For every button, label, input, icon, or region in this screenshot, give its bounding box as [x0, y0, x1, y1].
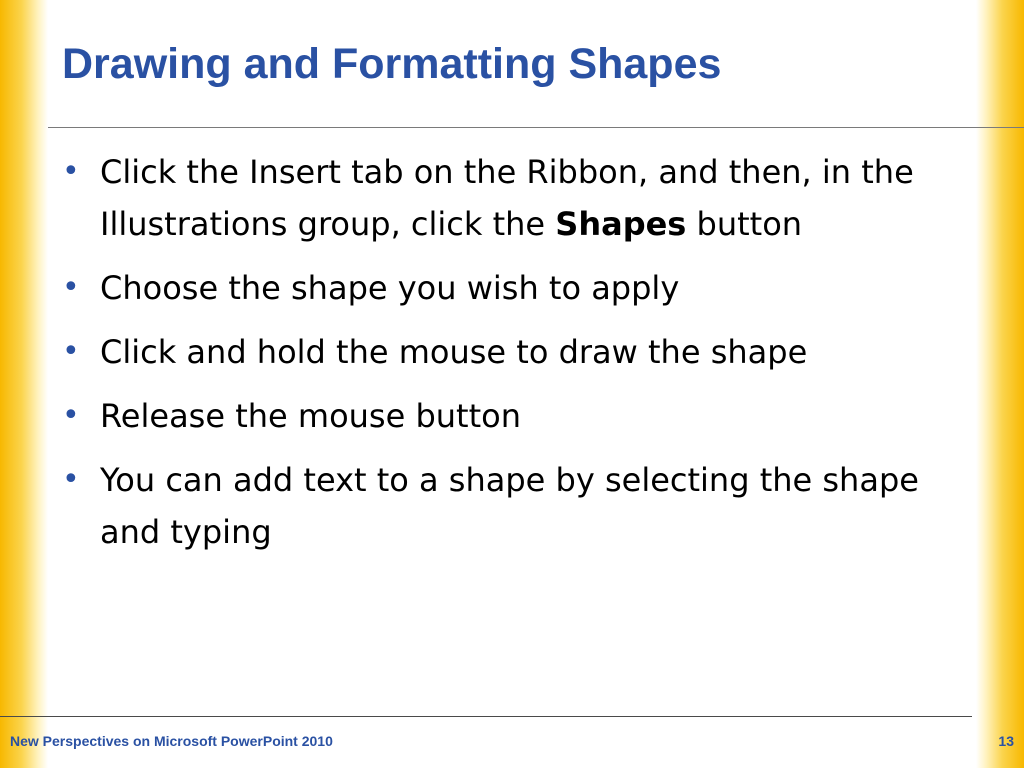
- right-gradient-bar: [976, 0, 1024, 768]
- bullet-dot-icon: •: [62, 270, 80, 305]
- bullet-item: [62, 146, 982, 250]
- bullet-text-bold: Shapes: [555, 205, 687, 243]
- slide-title: Drawing and Formatting Shapes: [62, 40, 722, 88]
- bullet-list: [62, 146, 982, 570]
- left-gradient-bar: [0, 0, 48, 768]
- bullet-text-part: button: [686, 205, 803, 243]
- bullet-text-part: Click the Insert tab on the Ribbon, and then, in the Illustrations group, click the: [100, 153, 914, 243]
- bullet-item: [62, 262, 982, 314]
- bullet-text: Release the mouse button: [100, 397, 521, 435]
- bullet-item: [62, 390, 982, 442]
- footer-divider: [0, 716, 972, 717]
- bullet-dot-icon: •: [62, 154, 80, 189]
- bullet-item: [62, 326, 982, 378]
- page-number: 13: [998, 733, 1014, 749]
- footer-text: New Perspectives on Microsoft PowerPoint 2010: [10, 733, 333, 749]
- bullet-dot-icon: •: [62, 334, 80, 369]
- bullet-text: Choose the shape you wish to apply: [100, 269, 680, 307]
- bullet-dot-icon: •: [62, 462, 80, 497]
- title-divider: [48, 127, 1024, 128]
- bullet-dot-icon: •: [62, 398, 80, 433]
- bullet-text: You can add text to a shape by selecting the shape and typing: [100, 461, 919, 551]
- bullet-item: [62, 454, 982, 558]
- bullet-text: [100, 146, 982, 250]
- bullet-text: Click and hold the mouse to draw the shape: [100, 333, 808, 371]
